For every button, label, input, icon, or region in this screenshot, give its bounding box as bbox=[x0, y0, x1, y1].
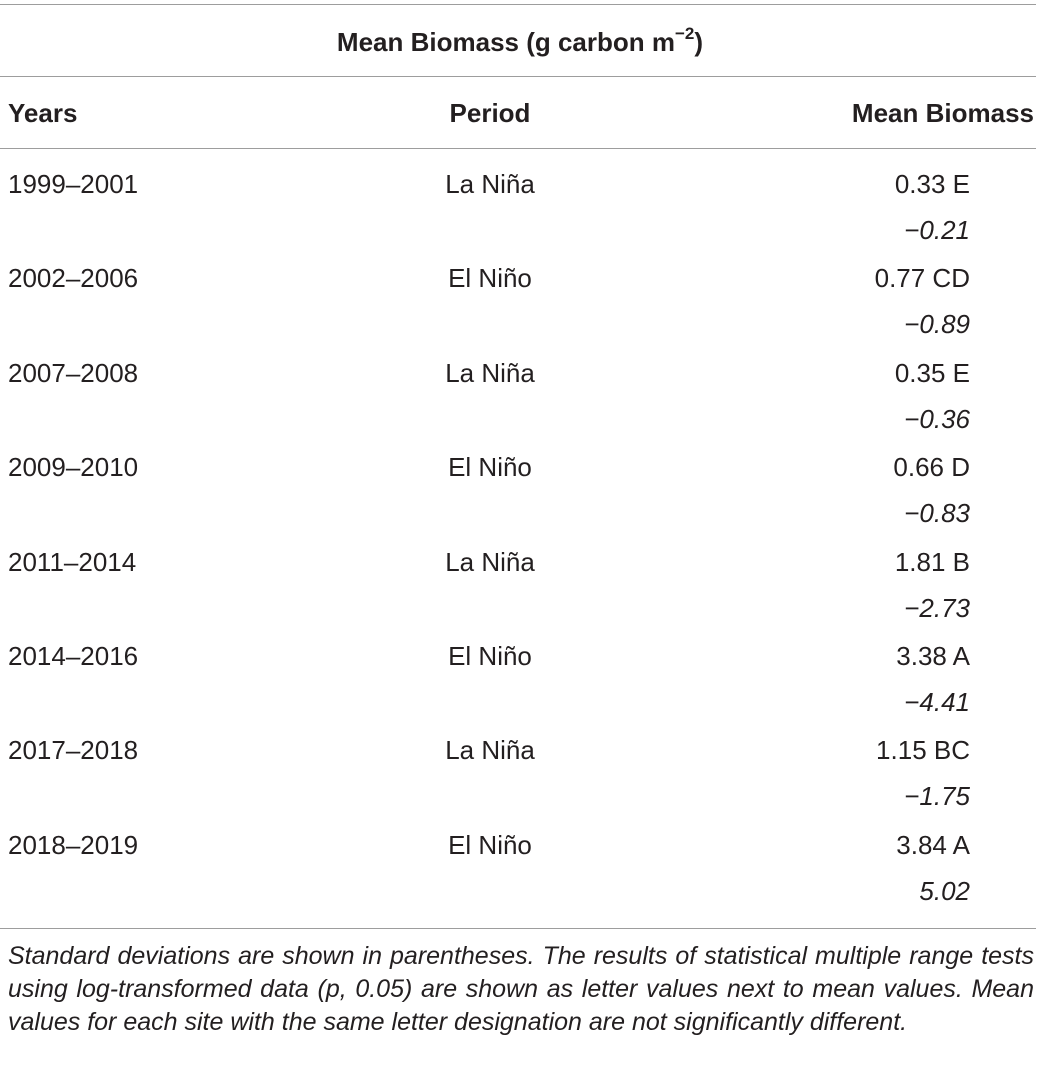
cell-period: La Niña bbox=[445, 735, 535, 765]
table-row bbox=[0, 733, 1040, 828]
table-footnote: Standard deviations are shown in parentheses. The results of statistical multiple range tests using log-transformed data (p, 0.05) are shown as letter values next to mean values. Mean values for each site with the same letter designation are not significantly different. bbox=[8, 942, 1034, 1036]
cell-mean-biomass: 0.66 D bbox=[893, 452, 970, 482]
column-header-mean-biomass: Mean Biomass bbox=[851, 98, 1034, 128]
table-row bbox=[0, 545, 1040, 640]
cell-standard-deviation: −4.41 bbox=[904, 687, 970, 717]
cell-years: 2018–2019 bbox=[8, 830, 139, 860]
cell-standard-deviation: −0.89 bbox=[904, 309, 970, 339]
cell-mean-biomass: 1.15 BC bbox=[876, 735, 970, 765]
cell-years: 2014–2016 bbox=[8, 641, 139, 671]
table-title bbox=[0, 25, 1040, 59]
table-row bbox=[0, 261, 1040, 356]
cell-period: La Niña bbox=[445, 547, 535, 577]
table-row bbox=[0, 828, 1040, 923]
table-row bbox=[0, 356, 1040, 451]
column-header-period: Period bbox=[449, 98, 531, 128]
cell-years: 1999–2001 bbox=[8, 169, 139, 199]
table-title-superscript: −2 bbox=[675, 24, 695, 44]
cell-standard-deviation: 5.02 bbox=[919, 876, 970, 906]
cell-years: 2007–2008 bbox=[8, 358, 139, 388]
cell-period: La Niña bbox=[445, 358, 535, 388]
table-row bbox=[0, 639, 1040, 734]
cell-mean-biomass: 3.84 A bbox=[896, 830, 970, 860]
cell-mean-biomass: 1.81 B bbox=[894, 547, 970, 577]
table-title-close: ) bbox=[694, 27, 704, 57]
header-rule bbox=[0, 148, 1036, 149]
cell-period: La Niña bbox=[445, 169, 535, 199]
table-row bbox=[0, 167, 1040, 262]
cell-mean-biomass: 0.35 E bbox=[894, 358, 970, 388]
cell-period: El Niño bbox=[448, 263, 532, 293]
cell-years: 2017–2018 bbox=[8, 735, 139, 765]
cell-standard-deviation: −1.75 bbox=[904, 781, 970, 811]
cell-standard-deviation: −0.83 bbox=[904, 498, 970, 528]
cell-mean-biomass: 0.33 E bbox=[894, 169, 970, 199]
cell-years: 2011–2014 bbox=[8, 547, 137, 577]
cell-period: El Niño bbox=[448, 830, 532, 860]
cell-mean-biomass: 0.77 CD bbox=[874, 263, 970, 293]
cell-period: El Niño bbox=[448, 641, 532, 671]
table-title-text: Mean Biomass (g carbon m bbox=[336, 27, 675, 57]
cell-years: 2002–2006 bbox=[8, 263, 139, 293]
title-rule bbox=[0, 76, 1036, 77]
cell-period: El Niño bbox=[448, 452, 532, 482]
column-header-years: Years bbox=[8, 98, 78, 128]
table-row bbox=[0, 450, 1040, 545]
cell-standard-deviation: −0.21 bbox=[904, 215, 970, 245]
cell-mean-biomass: 3.38 A bbox=[896, 641, 970, 671]
cell-standard-deviation: −0.36 bbox=[904, 404, 970, 434]
cell-years: 2009–2010 bbox=[8, 452, 139, 482]
cell-standard-deviation: −2.73 bbox=[904, 593, 970, 623]
bottom-rule bbox=[0, 928, 1036, 929]
top-rule bbox=[0, 4, 1036, 5]
